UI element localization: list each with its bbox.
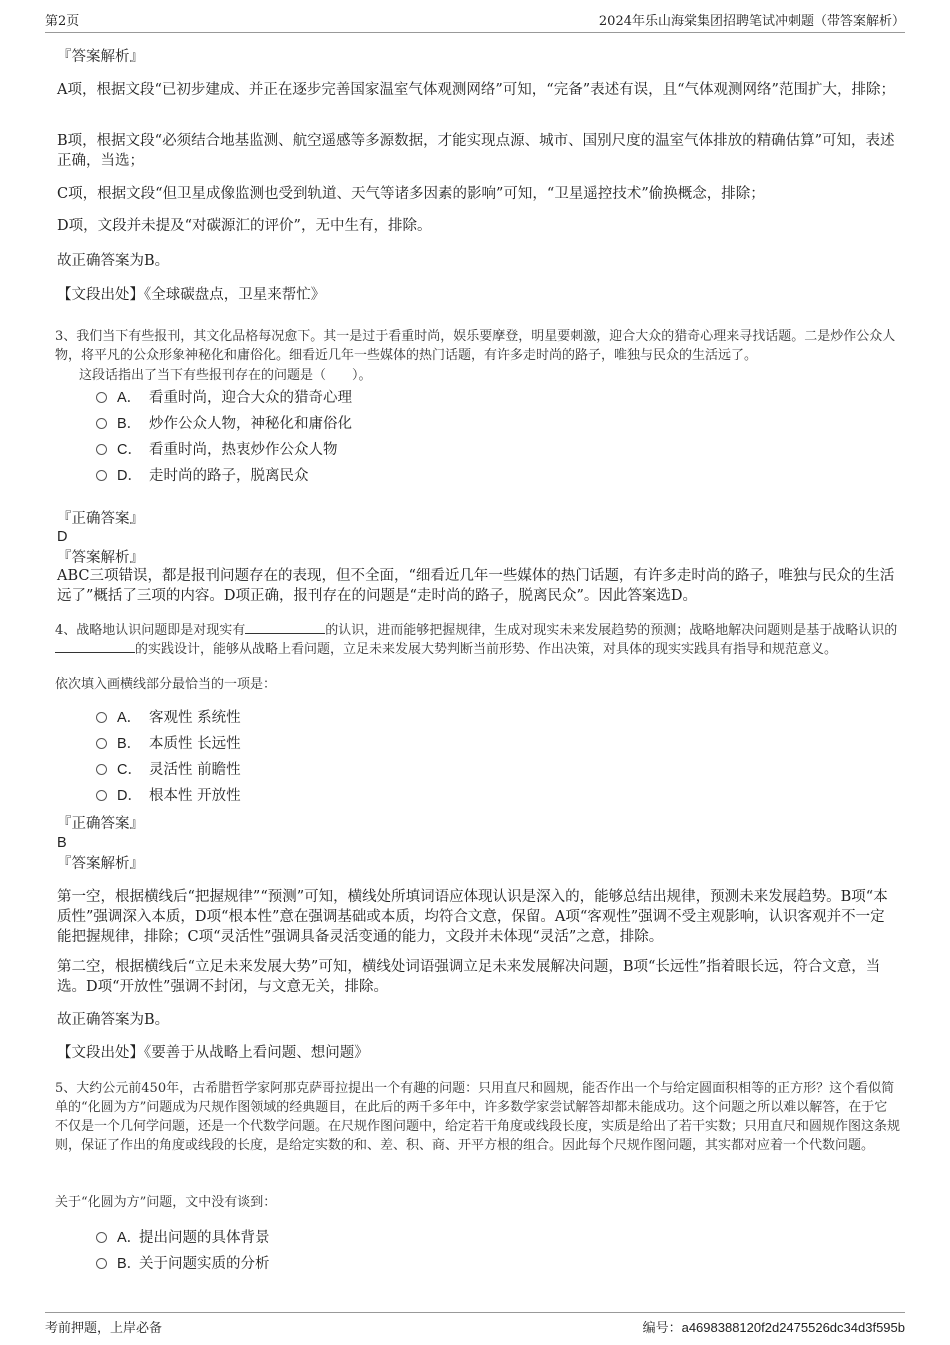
- q4-stem: 4、战略地认识问题即是对现实有 的认识，进而能够把握规律，生成对现实未来发展趋势的预测；战略地解决问题则是基于战略认识的的实践设计，能够从战略上看问题，立足未来发展大势判断当前形势、作出决策，对具体的现实实践具有指导和规范意义。: [55, 623, 898, 657]
- q2-analysis-d: D项，文段并未提及“对碳源汇的评价”，无中生有，排除。: [57, 218, 432, 234]
- q3-option-d[interactable]: D． 走时尚的路子，脱离民众: [96, 466, 309, 486]
- fill-blank-2: [55, 640, 135, 653]
- q3-option-c[interactable]: C． 看重时尚，热衷炒作公众人物: [96, 440, 338, 460]
- q2-final-answer: 故正确答案为B。: [57, 253, 170, 269]
- page-number: 第2页: [45, 14, 80, 29]
- radio-icon[interactable]: [96, 790, 107, 801]
- page-footer: [45, 1312, 905, 1335]
- q4-analysis-label: 『答案解析』: [57, 856, 144, 872]
- radio-icon[interactable]: [96, 712, 107, 723]
- q5-option-a[interactable]: A．提出问题的具体背景: [96, 1228, 270, 1248]
- q2-source: 【文段出处】《全球碳盘点，卫星来帮忙》: [57, 287, 326, 303]
- q4-option-d[interactable]: D． 根本性 开放性: [96, 786, 241, 806]
- q3-analysis: ABC三项错误，都是报刊问题存在的表现，但不全面，“细看近几年一些媒体的热门话题，有许多走时尚的路子，唯独与民众的生活远了”概括了三项的内容。D项正确，报刊存在的问题是“走时尚的路子，脱离民众”。因此答案选D。: [57, 568, 895, 604]
- radio-icon[interactable]: [96, 392, 107, 403]
- q4-answer: B: [57, 835, 67, 851]
- q5-stem: 5、大约公元前450年，古希腊哲学家阿那克萨哥拉提出一个有趣的问题：只用直尺和圆规，能否作出一个与给定圆面积相等的正方形？这个看似简单的“化圆为方”问题成为尺规作图领域的经典题目，在此后的两千多年中，许多数学家尝试解答却都未能成功。这个问题之所以难以解答，在于它不仅是一个几何学问题，还是一个代数学问题。在尺规作图问题中，给定若干角度或线段长度，实质是给出了若干实数；只用直尺和圆规作图这条规则，保证了作出的角度或线段的长度，是给定实数的和、差、积、商、开平方根的组合。因此每个尺规作图问题，其实都对应着一个代数问题。: [55, 1081, 901, 1153]
- q4-analysis-para2: 第二空，根据横线后“立足未来发展大势”可知，横线处词语强调立足未来发展解决问题，B项“长远性”指着眼长远，符合文意，当选。D项“开放性”强调不封闭，与文意无关，排除。: [57, 959, 881, 995]
- radio-icon[interactable]: [96, 444, 107, 455]
- fill-blank-1: [245, 621, 325, 634]
- q5-option-b[interactable]: B．关于问题实质的分析: [96, 1254, 270, 1274]
- radio-icon[interactable]: [96, 1232, 107, 1243]
- document-title: 2024年乐山海棠集团招聘笔试冲刺题（带答案解析）: [598, 14, 905, 29]
- q3-option-b[interactable]: B． 炒作公众人物，神秘化和庸俗化: [96, 414, 352, 434]
- radio-icon[interactable]: [96, 738, 107, 749]
- q3-answer-label: 『正确答案』: [57, 511, 144, 527]
- q2-analysis-c: C项，根据文段“但卫星成像监测也受到轨道、天气等诸多因素的影响”可知，“卫星遥控技术”偷换概念，排除；: [57, 186, 765, 202]
- page-header: [45, 12, 905, 33]
- q3-answer: D: [57, 529, 68, 545]
- radio-icon[interactable]: [96, 470, 107, 481]
- q2-analysis-label: 『答案解析』: [57, 49, 144, 65]
- q4-option-b[interactable]: B． 本质性 长远性: [96, 734, 241, 754]
- q3-stem: 3、我们当下有些报刊，其文化品格每况愈下。其一是过于看重时尚，娱乐要摩登，明星要刺激，迎合大众的猎奇心理来寻找话题。二是炒作公众人物，将平凡的公众形象神秘化和庸俗化。细看近几年一些媒体的热门话题，有许多走时尚的路子，唯独与民众的生活远了。: [55, 329, 896, 363]
- q2-analysis-a: A项，根据文段“已初步建成、并正在逐步完善国家温室气体观测网络”可知，“完备”表述有误，且“气体观测网络”范围扩大，排除；: [57, 82, 895, 98]
- radio-icon[interactable]: [96, 764, 107, 775]
- q2-analysis-b: B项，根据文段“必须结合地基监测、航空遥感等多源数据，才能实现点源、城市、国别尺度的温室气体排放的精确估算”可知，表述正确，当选；: [57, 133, 895, 169]
- q4-option-a[interactable]: A． 客观性 系统性: [96, 708, 241, 728]
- document-code: 编号：a4698388120f2d2475526dc34d3f595b: [642, 1320, 905, 1335]
- q3-ask: 这段话指出了当下有些报刊存在的问题是（ ）。: [79, 368, 372, 383]
- q3-analysis-label: 『答案解析』: [57, 550, 144, 566]
- footer-slogan: 考前押题，上岸必备: [45, 1321, 163, 1336]
- radio-icon[interactable]: [96, 1258, 107, 1269]
- q4-ask: 依次填入画横线部分最恰当的一项是：: [55, 677, 277, 692]
- q4-option-c[interactable]: C． 灵活性 前瞻性: [96, 760, 241, 780]
- q4-final-answer: 故正确答案为B。: [57, 1012, 170, 1028]
- q5-ask: 关于“化圆为方”问题，文中没有谈到：: [55, 1195, 277, 1210]
- q4-answer-label: 『正确答案』: [57, 816, 144, 832]
- q4-source: 【文段出处】《要善于从战略上看问题、想问题》: [57, 1045, 369, 1061]
- radio-icon[interactable]: [96, 418, 107, 429]
- q3-option-a[interactable]: A． 看重时尚，迎合大众的猎奇心理: [96, 388, 352, 408]
- q4-analysis-para1: 第一空，根据横线后“把握规律”“预测”可知，横线处所填词语应体现认识是深入的，能够总结出规律，预测未来发展趋势。B项“本质性”强调深入本质，D项“根本性”意在强调基础或本质，均符合文意，保留。A项“客观性”强调不受主观影响，认识客观并不一定能把握规律，排除；C项“灵活性”强调具备灵活变通的能力，文段并未体现“灵活”之意，排除。: [57, 889, 888, 945]
